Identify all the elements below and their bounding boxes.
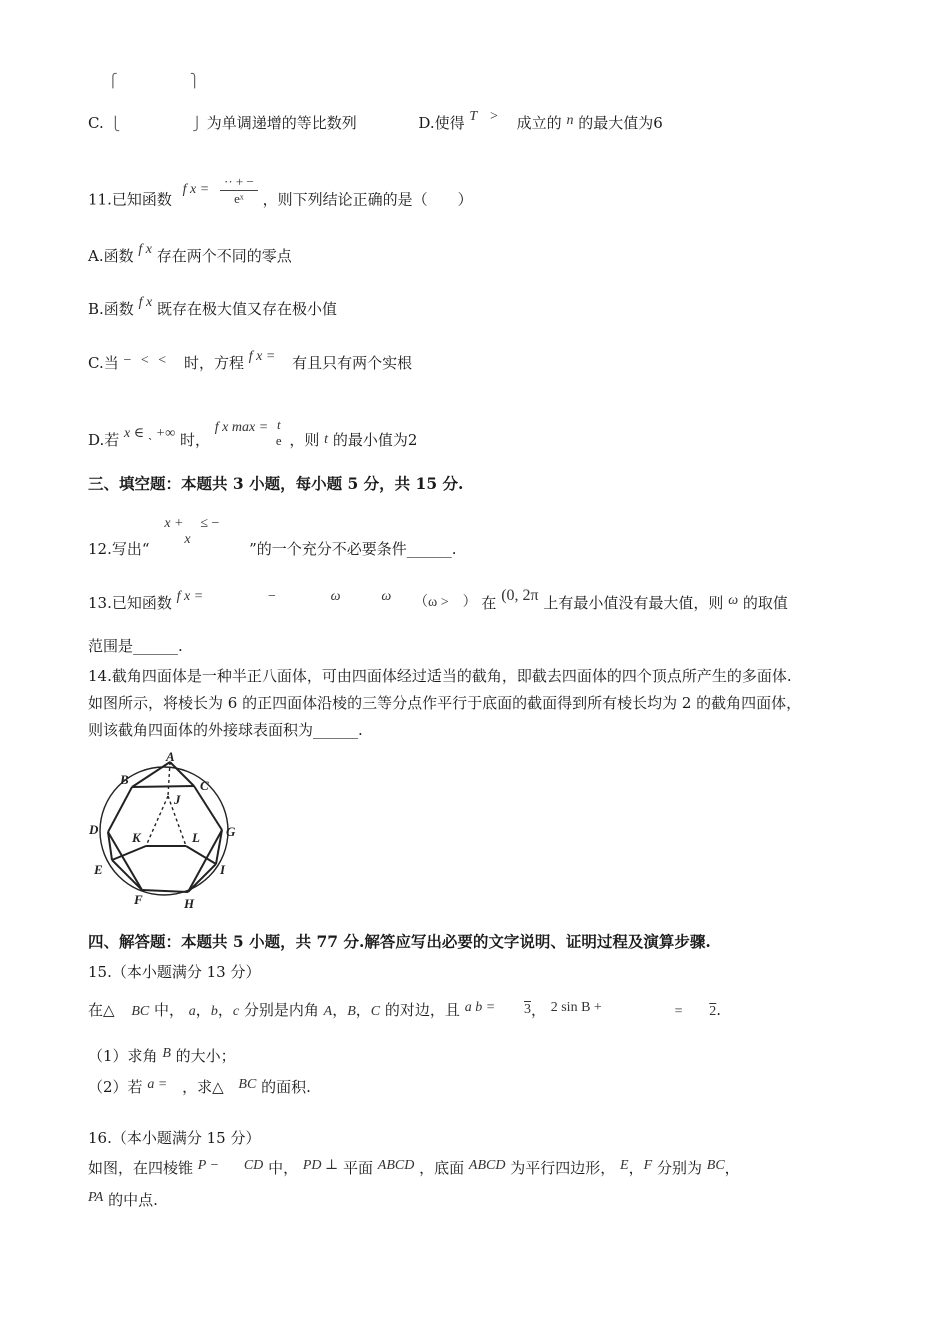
label-J: J [174, 792, 181, 807]
label-C: C [200, 778, 209, 793]
q11-a-expr: f x [138, 242, 152, 257]
q16-line2 [88, 1190, 158, 1212]
q16-PD: PD ⊥ [302, 1158, 339, 1173]
q15-l1-b: 中， [154, 1001, 185, 1019]
q15-var-b: b [210, 1004, 218, 1019]
label-K: K [132, 830, 141, 845]
section4-heading: 四、解答题：本题共 5 小题，共 77 分.解答应写出必要的文字说明、证明过程及演算步骤. [88, 932, 711, 951]
q15-p1-b: 的大小； [175, 1047, 236, 1065]
q13-line2: 范围是______. [88, 637, 183, 655]
q16-P: P − [197, 1158, 220, 1173]
q11-frac-den: eˣ [234, 191, 244, 206]
q15-p2-c: 的面积. [261, 1078, 311, 1096]
q11-d-expr2: f x max = [214, 420, 269, 435]
q13-line1 [88, 587, 788, 615]
q12-prefix: 12.写出“ [88, 540, 150, 558]
q14-p3: 则该截角四面体的外接球表面积为______. [88, 721, 363, 739]
label-A: A [166, 749, 175, 764]
q14-p2: 如图所示，将棱长为 6 的正四面体沿棱的三等分点作平行于底面的截面得到所有棱长均为 2 的截角四面体， [88, 694, 802, 712]
q16-CD: CD [243, 1158, 264, 1173]
q10-c-prefix: C. [88, 114, 104, 132]
truncated-tetrahedron-figure [86, 748, 246, 913]
q15-angle-A: A [323, 1004, 333, 1019]
q11-c-expr2: f x = [248, 349, 276, 364]
q16-title: 16.（本小题满分 15 分） [88, 1129, 261, 1147]
q11-b-prefix: B.函数 [88, 300, 134, 318]
label-F: F [134, 892, 143, 907]
q15-title: 15.（本小题满分 13 分） [88, 963, 261, 981]
q15-p2-b: ，求△ [182, 1078, 224, 1096]
q10-d-text-mid: 成立的 [516, 114, 562, 132]
q11-c-text: 有且只有两个实根 [292, 354, 413, 372]
q15-comma-4: ， [355, 1001, 371, 1019]
q12-expr-den: x [184, 532, 191, 547]
edge-FH [142, 890, 188, 892]
q15-p2-a: （2）若 [88, 1078, 143, 1096]
q14-p1: 14.截角四面体是一种半正八面体，可由四面体经过适当的截角，即截去四面体的四个顶点所产生的多面体. [88, 667, 792, 685]
q16-l1-g: 分别为 [656, 1159, 702, 1177]
q16-PA: PA [88, 1190, 104, 1205]
q15-angle-C: C [370, 1004, 381, 1019]
q10-c-text: 为单调递增的等比数列 [206, 114, 357, 132]
q15-l1-f: . [716, 1001, 722, 1019]
edge-BC [132, 786, 194, 787]
q10-d-prefix: D.使得 [418, 114, 465, 132]
label-H: H [184, 896, 195, 911]
q11-option-c [88, 349, 413, 375]
q16-F: F [643, 1158, 653, 1173]
q13-in-text: 在 [481, 594, 497, 612]
q13-omega1: ω [330, 589, 341, 604]
q15-p1-B: B [162, 1046, 171, 1061]
q15-p1-a: （1）求角 [88, 1047, 158, 1065]
label-G: G [226, 824, 236, 839]
q15-l1-c: 分别是内角 [243, 1001, 319, 1019]
q11-fraction [220, 174, 258, 207]
q15-comma-3: ， [332, 1001, 348, 1019]
q15-eq1: a b = [464, 1000, 496, 1015]
q13-interval: (0, 2π [501, 587, 539, 604]
q16-l1-b: 中， [268, 1159, 299, 1177]
q15-comma-1: ， [195, 1001, 211, 1019]
q10-math-n: n [566, 113, 574, 128]
q15-sqrt2: 2 [709, 1004, 717, 1019]
label-D: D [89, 822, 99, 837]
q11-d-frac-den: e [275, 433, 282, 448]
q16-l1-c: 平面 [342, 1159, 373, 1177]
q16-l1-f: ， [628, 1159, 644, 1177]
q16-l1-h: ， [724, 1159, 740, 1177]
q16-ABCD-1: ABCD [377, 1158, 415, 1173]
q11-d-text-a: ，则 [289, 431, 320, 449]
q11-stem [88, 174, 473, 217]
q11-d-math-t: t [324, 432, 329, 447]
q15-part1 [88, 1046, 236, 1068]
q13-prefix: 13.已知函数 [88, 594, 172, 612]
q11-d-text-b: 的最小值为2 [332, 431, 418, 449]
q16-l1-e: 为平行四边形， [510, 1159, 616, 1177]
q15-eq3: = [674, 1004, 683, 1019]
q11-f-expr: f x = [182, 181, 210, 197]
q11-b-text: 既存在极大值又存在极小值 [156, 300, 337, 318]
q11-d-fraction [273, 417, 285, 449]
q11-b-expr: f x [138, 295, 153, 310]
q16-l1-d: ，底面 [419, 1159, 465, 1177]
q12-expr-num: x + [164, 516, 184, 531]
q13-omega2: ω [381, 589, 392, 604]
q15-p2-eq: a = [147, 1077, 168, 1092]
q13-cond: （ω > ） [414, 595, 477, 610]
q16-E: E [620, 1158, 629, 1173]
q11-c-expr: − < < [123, 353, 170, 368]
q11-a-text: 存在两个不同的零点 [156, 247, 292, 265]
q10-math-gt: > [489, 109, 498, 124]
q15-l1-a: 在△ [88, 1001, 115, 1019]
q11-c-mid: 时，方程 [183, 354, 244, 372]
q11-option-a [88, 242, 292, 268]
edge-AB [132, 762, 170, 787]
q12-expr [154, 516, 234, 554]
q12 [88, 516, 457, 559]
q11-option-d [88, 417, 418, 457]
section3-heading: 三、填空题：本题共 3 小题，每小题 5 分，共 15 分. [88, 474, 464, 493]
q15-l1-d: 的对边，且 [384, 1001, 460, 1019]
q13-expr2: − [267, 589, 276, 604]
q16-l1-a: 如图，在四棱锥 [88, 1159, 194, 1177]
q10-braces-top: ⎧ ⎫ [108, 74, 200, 89]
q11-a-prefix: A.函数 [88, 247, 134, 265]
q11-c-prefix: C.当 [88, 354, 119, 372]
q15-line1 [88, 1000, 721, 1022]
q10-options-row: C. ⎩ ⎭ 为单调递增的等比数列 D.使得 T > 成立的 n 的最大值为6 [88, 109, 663, 132]
q11-d-expr: x ∈ ˎ +∞ [124, 426, 176, 441]
q11-stem-suffix: ，则下列结论正确的是（ ） [262, 190, 473, 209]
edge-JK [146, 796, 168, 846]
q15-var-c: c [232, 1004, 240, 1019]
label-E: E [94, 862, 103, 877]
q11-option-b [88, 295, 337, 321]
q15-var-a: a [188, 1004, 196, 1019]
q15-angle-B: B [347, 1004, 356, 1019]
q13-expr: f x = [176, 589, 204, 604]
q13-omega3: ω [728, 593, 739, 608]
q13-text-a: 上有最小值没有最大值，则 [543, 594, 724, 612]
edge-AC [170, 762, 194, 786]
q12-suffix: ”的一个充分不必要条件______. [249, 540, 457, 558]
q15-eq2: 2 sin B + [550, 1000, 602, 1015]
q15-l1-e: ， [530, 1001, 546, 1019]
q16-l2-a: 的中点. [108, 1191, 158, 1209]
q15-sqrt3: 3 [523, 1002, 531, 1017]
q11-stem-prefix: 11.已知函数 [88, 190, 172, 209]
q14-paragraph [88, 663, 868, 744]
q12-expr-rel: ≤ − [200, 516, 220, 531]
q10-d-text-end: 的最大值为6 [578, 114, 663, 132]
q11-d-frac-num: t [276, 417, 281, 432]
q16-BC: BC [706, 1158, 725, 1173]
q15-comma-2: ， [217, 1001, 233, 1019]
label-B: B [120, 772, 129, 787]
q16-line1 [88, 1158, 740, 1180]
q13-text-b: 的取值 [742, 594, 788, 612]
q15-part2 [88, 1077, 311, 1099]
label-I: I [220, 862, 226, 877]
q15-l1-tri: BC [131, 1004, 150, 1019]
q11-frac-num: ·· + − [220, 174, 258, 191]
q16-ABCD-2: ABCD [468, 1158, 506, 1173]
label-L: L [192, 830, 200, 845]
q10-math-T: T [469, 109, 478, 124]
q15-p2-tri: BC [238, 1077, 257, 1092]
q11-d-mid: 时， [180, 431, 211, 449]
q11-d-prefix: D.若 [88, 431, 120, 449]
